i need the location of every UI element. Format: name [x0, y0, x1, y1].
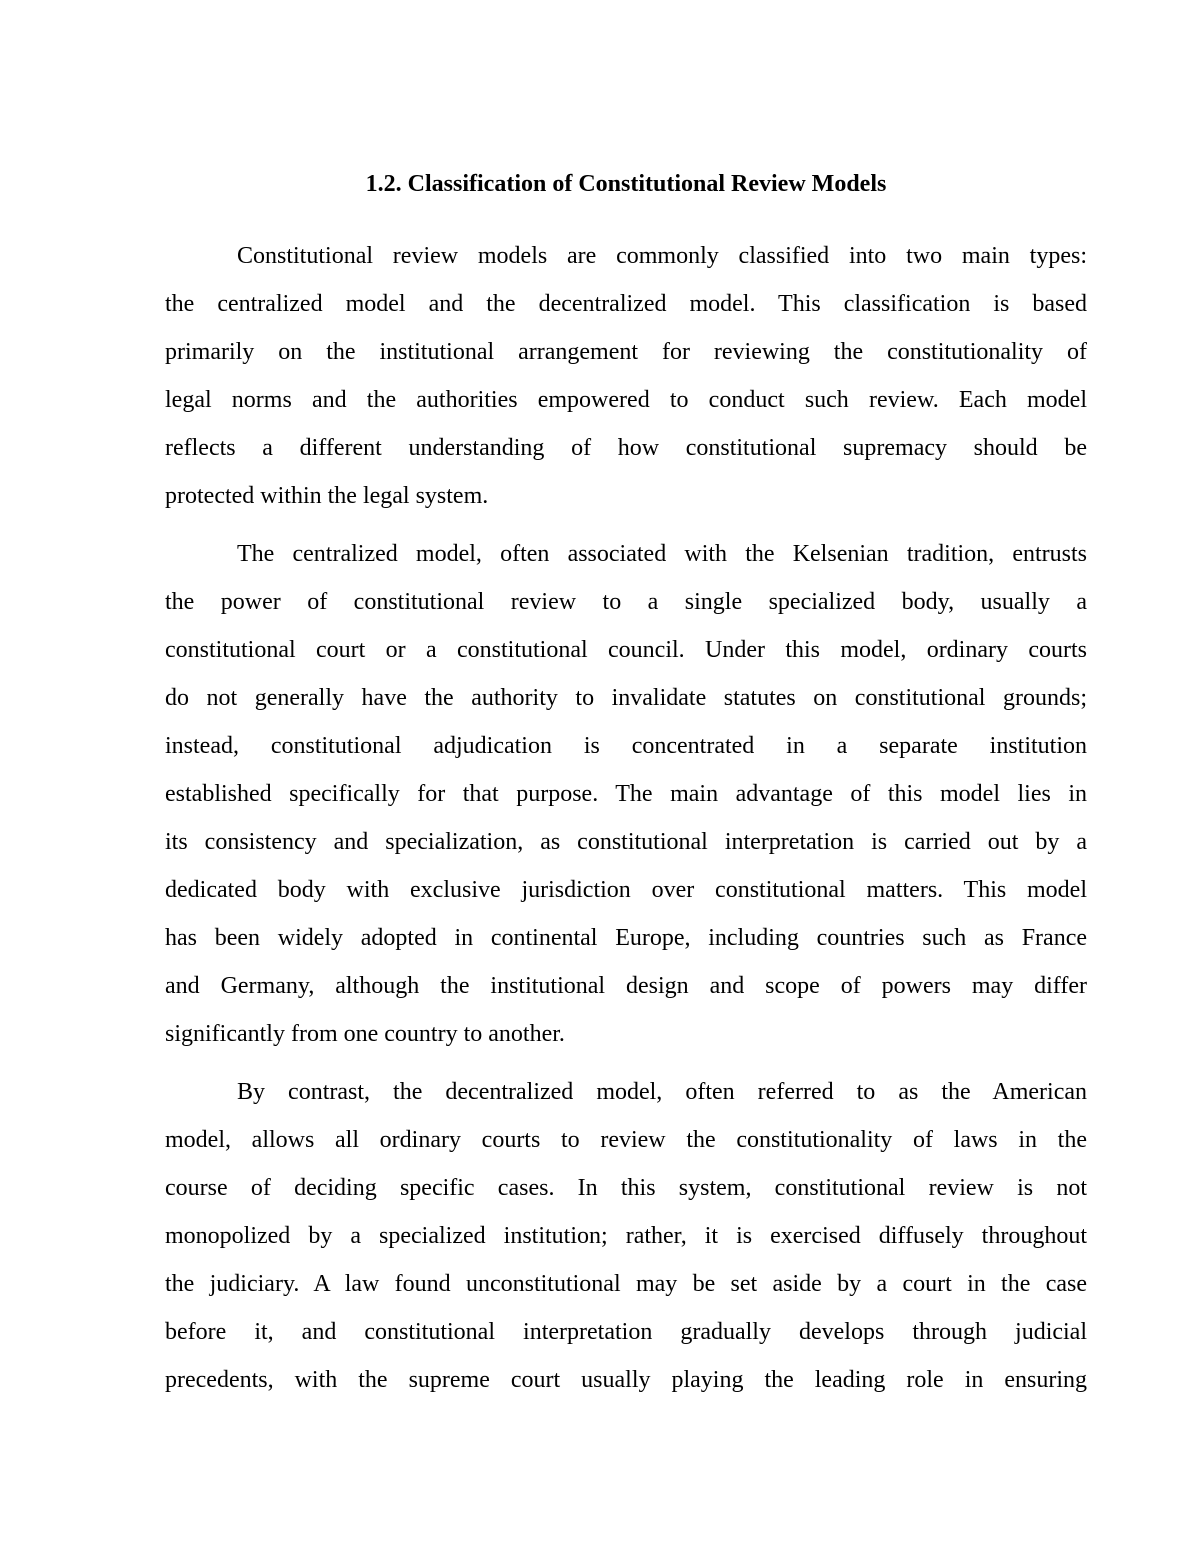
paragraph-line: established specifically for that purpose. The main advantage of this model lies in [165, 781, 1087, 807]
paragraph-2 [165, 530, 1087, 1058]
paragraph-line: model, allows all ordinary courts to review the constitutionality of laws in the [165, 1127, 1087, 1153]
paragraph-3 [165, 1068, 1087, 1404]
paragraph-line: has been widely adopted in continental Europe, including countries such as France [165, 925, 1087, 951]
paragraph-line: constitutional court or a constitutional council. Under this model, ordinary courts [165, 637, 1087, 663]
paragraph-1 [165, 232, 1087, 520]
paragraph-line: significantly from one country to another. [165, 1021, 565, 1047]
paragraph-line: dedicated body with exclusive jurisdiction over constitutional matters. This model [165, 877, 1087, 903]
paragraph-line: the judiciary. A law found unconstitutional may be set aside by a court in the case [165, 1271, 1087, 1297]
paragraph-line: protected within the legal system. [165, 483, 489, 509]
paragraph-line: primarily on the institutional arrangement for reviewing the constitutionality of [165, 339, 1087, 365]
section-heading: 1.2. Classification of Constitutional Review Models [365, 171, 887, 197]
paragraph-line: the centralized model and the decentralized model. This classification is based [165, 291, 1087, 317]
paragraph-line: course of deciding specific cases. In this system, constitutional review is not [165, 1175, 1087, 1201]
paragraph-line: do not generally have the authority to invalidate statutes on constitutional grounds; [165, 685, 1087, 711]
paragraph-line: Constitutional review models are commonly classified into two main types: [237, 243, 1087, 269]
paragraph-line: By contrast, the decentralized model, often referred to as the American [237, 1079, 1087, 1105]
body-text [165, 232, 1087, 1414]
paragraph-line: the power of constitutional review to a single specialized body, usually a [165, 589, 1087, 615]
paragraph-line: reflects a different understanding of how constitutional supremacy should be [165, 435, 1087, 461]
paragraph-line: precedents, with the supreme court usually playing the leading role in ensuring [165, 1367, 1087, 1393]
paragraph-line: before it, and constitutional interpretation gradually develops through judicial [165, 1319, 1087, 1345]
paragraph-line: its consistency and specialization, as constitutional interpretation is carried out by a [165, 829, 1087, 855]
paragraph-line: legal norms and the authorities empowered to conduct such review. Each model [165, 387, 1087, 413]
paragraph-line: and Germany, although the institutional design and scope of powers may differ [165, 973, 1087, 999]
paragraph-line: instead, constitutional adjudication is concentrated in a separate institution [165, 733, 1087, 759]
paragraph-line: The centralized model, often associated with the Kelsenian tradition, entrusts [237, 541, 1087, 567]
paragraph-line: monopolized by a specialized institution; rather, it is exercised diffusely throughout [165, 1223, 1087, 1249]
